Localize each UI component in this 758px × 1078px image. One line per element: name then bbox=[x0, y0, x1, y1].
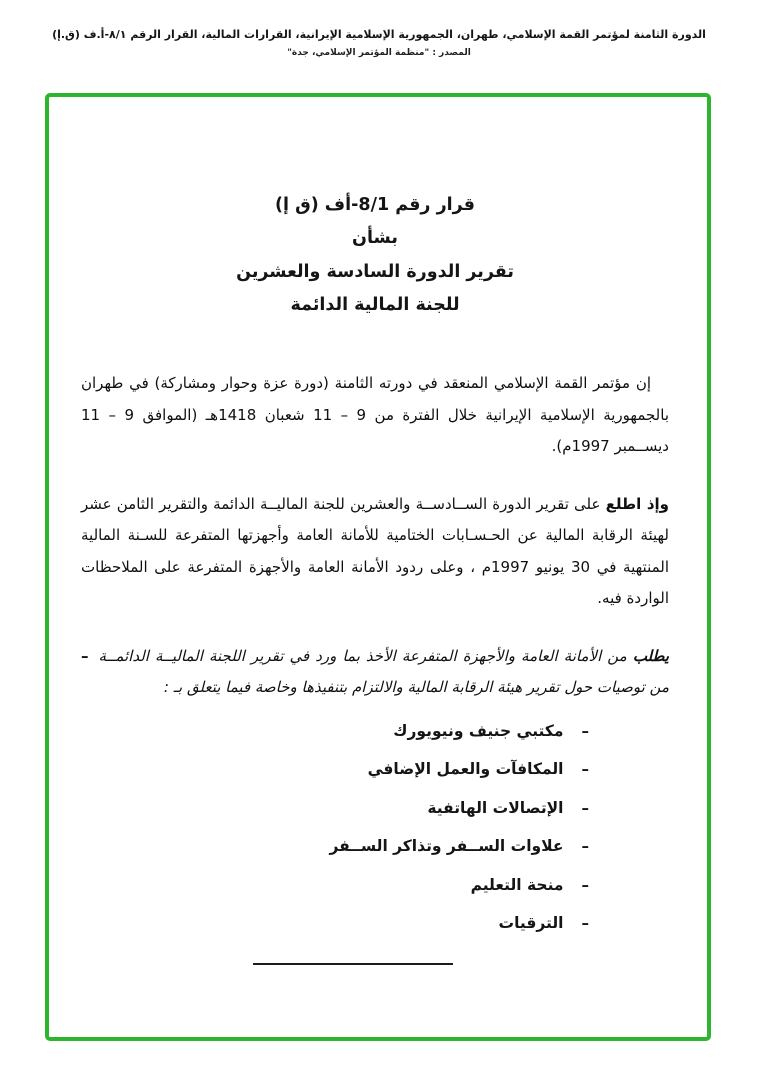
request-row bbox=[81, 641, 669, 704]
list-item bbox=[81, 914, 589, 933]
bottom-rule bbox=[253, 963, 453, 965]
list-dash: – bbox=[581, 914, 589, 933]
list-item bbox=[81, 760, 589, 779]
green-frame bbox=[45, 93, 711, 1041]
list-item-label: علاوات الســفر وتذاكر الســفر bbox=[329, 837, 564, 856]
resolution-title-block bbox=[81, 189, 669, 322]
review-text: على تقرير الدورة الســادســة والعشرين للجنة الماليــة الدائمة والتقرير الثامن عشر لهيئة الرقابة المالية عن الحـسـابات الختامية للأمانة العامة وأجهزتها المتفرعة للسـنة المالية المنتهية في 30 يونيو 1997م ، وعلى ردود الأمانة العامة والأجهزة المتفرعة على الملاحظات الواردة فيه. bbox=[81, 494, 669, 607]
topics-list bbox=[81, 722, 589, 934]
list-item bbox=[81, 722, 589, 741]
request-lead: يطلب bbox=[632, 646, 669, 665]
source-line: المصدر : "منظمة المؤتمر الإسلامي، جدة" bbox=[287, 48, 471, 58]
list-dash: – bbox=[581, 721, 589, 740]
request-dash: – bbox=[81, 646, 89, 665]
list-dash: – bbox=[581, 837, 589, 856]
preamble-paragraph bbox=[81, 368, 669, 463]
report-title-line: تقرير الدورة السادسة والعشرين bbox=[236, 261, 514, 282]
list-item-label: مكتبي جنيف ونيويورك bbox=[393, 721, 564, 740]
request-paragraph bbox=[99, 641, 670, 704]
list-item-label: منحة التعليم bbox=[470, 875, 564, 894]
resolution-number-line: قرار رقم 8/1-أف (ق إ) bbox=[274, 195, 476, 215]
list-item bbox=[81, 876, 589, 895]
list-item-label: الترقيات bbox=[498, 914, 564, 933]
page-header bbox=[0, 0, 758, 58]
list-dash: – bbox=[581, 760, 589, 779]
committee-title-line: للجنة المالية الدائمة bbox=[290, 294, 460, 315]
list-item-label: الإتصالات الهاتفية bbox=[427, 798, 564, 817]
header-line-1: الدورة الثامنة لمؤتمر القمة الإسلامي، طهران، الجمهورية الإسلامية الإيرانية، القرارات المالية، القرار الرقم ٨/١-أ.ف (ق.إ) bbox=[52, 28, 706, 41]
list-item-label: المكافآت والعمل الإضافي bbox=[367, 760, 564, 779]
review-lead: وإذ اطلع bbox=[605, 494, 669, 513]
preamble-text: إن مؤتمر القمة الإسلامي المنعقد في دورته الثامنة (دورة عزة وحوار ومشاركة) في طهران بالجمهورية الإسلامية الإيرانية خلال الفترة من 9 – 11 شعبان 1418هـ (الموافق 9 – 11 ديســمبر 1997م). bbox=[81, 374, 670, 455]
request-text: من الأمانة العامة والأجهزة المتفرعة الأخذ بما ورد في تقرير اللجنة الماليــة الدائمــة من توصيات حول تقرير هيئة الرقابة المالية والالتزام بتنفيذها وخاصة فيما يتعلق بـ : bbox=[98, 646, 669, 696]
subject-word-line: بشأن bbox=[352, 228, 398, 249]
review-paragraph bbox=[81, 489, 669, 615]
list-dash: – bbox=[581, 875, 589, 894]
list-item bbox=[81, 799, 589, 818]
list-dash: – bbox=[581, 798, 589, 817]
list-item bbox=[81, 837, 589, 856]
